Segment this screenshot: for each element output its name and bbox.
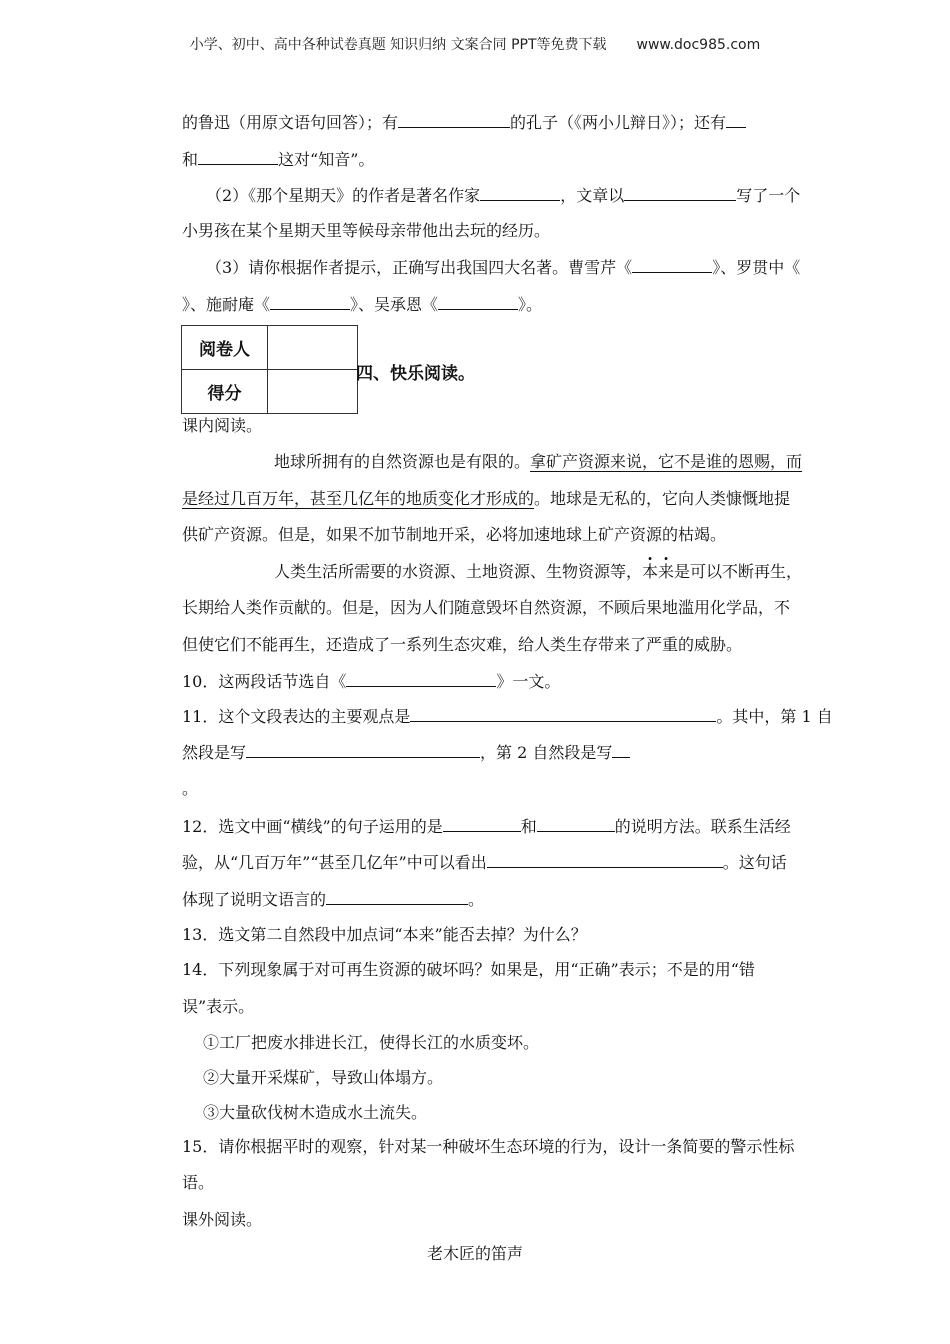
answer-blank[interactable]	[270, 292, 350, 310]
answer-blank[interactable]	[537, 814, 615, 832]
question-15-cont: 语。	[182, 1173, 215, 1192]
score-field[interactable]	[268, 370, 358, 414]
answer-blank[interactable]	[246, 740, 480, 758]
underlined-sentence: 拿矿产资源来说，它不是谁的恩赐，而	[530, 452, 803, 471]
dotted-word-char: 本	[642, 562, 659, 581]
answer-blank[interactable]	[632, 255, 712, 273]
reviewer-field[interactable]	[268, 326, 358, 370]
question-14-cont: 误”表示。	[182, 997, 255, 1016]
answer-blank[interactable]	[326, 887, 468, 905]
story-title: 老木匠的笛声	[426, 1244, 523, 1263]
in-class-label: 课内阅读。	[182, 416, 263, 435]
list-item: ②大量开采煤矿，导致山体塌方。	[203, 1068, 444, 1087]
question-12-end: 体现了说明文语言的 。	[182, 887, 484, 912]
text-line: （3）请你根据作者提示，正确写出我国四大名著。曹雪芹《 》、罗贯中《	[206, 255, 800, 280]
answer-blank[interactable]	[480, 183, 560, 201]
header-url[interactable]: www.doc985.com	[636, 37, 761, 53]
text-line: 》、施耐庵《 》、吴承恩《 》。	[182, 292, 542, 317]
text-line: 的鲁迅（用原文语句回答）；有 的孔子（《两小儿辩日》）；还有	[182, 110, 746, 135]
underlined-sentence: 是经过几百万年，甚至几亿年的地质变化才形成的	[182, 489, 535, 508]
reviewer-label: 阅卷人	[182, 326, 268, 370]
answer-blank[interactable]	[726, 110, 746, 128]
passage-line: 人类生活所需要的水资源、土地资源、生物资源等，本来是可以不断再生，	[274, 562, 803, 581]
text-line: （2）《那个星期天》的作者是著名作家 ，文章以 写了一个	[206, 183, 800, 208]
answer-blank[interactable]	[624, 183, 736, 201]
text-line: 和 这对“知音”。	[182, 147, 374, 172]
answer-blank[interactable]	[438, 292, 518, 310]
passage-line: 是经过几百万年，甚至几亿年的地质变化才形成的。地球是无私的，它向人类慷慨地提	[182, 489, 791, 508]
dotted-word-char: 来	[658, 562, 675, 581]
section-title: 四、快乐阅读。	[356, 364, 475, 384]
passage-line: 地球所拥有的自然资源也是有限的。拿矿产资源来说，它不是谁的恩赐，而	[274, 452, 803, 471]
answer-blank[interactable]	[410, 704, 716, 722]
list-item: ①工厂把废水排进长江，使得长江的水质变坏。	[203, 1033, 540, 1052]
passage-line: 但使它们不能再生，还造成了一系列生态灾难，给人类生存带来了严重的威胁。	[182, 635, 743, 654]
answer-blank[interactable]	[487, 850, 723, 868]
question-11-end: 。	[182, 779, 199, 798]
list-item: ③大量砍伐树木造成水土流失。	[203, 1103, 428, 1122]
answer-blank[interactable]	[346, 669, 496, 687]
question-11-cont: 然段是写 ，第 2 自然段是写	[182, 740, 630, 765]
score-table	[181, 325, 358, 414]
answer-blank[interactable]	[398, 110, 510, 128]
out-class-label: 课外阅读。	[182, 1210, 263, 1229]
score-label: 得分	[182, 370, 268, 414]
question-11: 11．这个文段表达的主要观点是 。其中，第 1 自	[182, 704, 833, 729]
question-10: 10．这两段话节选自《 》一文。	[182, 669, 560, 694]
answer-blank[interactable]	[443, 814, 521, 832]
question-13: 13．选文第二自然段中加点词“本来”能否去掉？为什么？	[182, 925, 587, 944]
question-15: 15．请你根据平时的观察，针对某一种破坏生态环境的行为，设计一条简要的警示性标	[182, 1137, 795, 1156]
passage-line: 长期给人类作贡献的。但是，因为人们随意毁坏自然资源，不顾后果地滥用化学品，不	[182, 598, 791, 617]
page-header	[0, 34, 950, 54]
question-12-cont: 验，从“几百万年”“甚至几亿年”中可以看出 。这句话	[182, 850, 787, 875]
answer-blank[interactable]	[198, 147, 278, 165]
question-12: 12．选文中画“横线”的句子运用的是 和 的说明方法。联系生活经	[182, 814, 791, 839]
header-text: 小学、初中、高中各种试卷真题 知识归纳 文案合同 PPT等免费下载	[189, 37, 607, 53]
text-line: 小男孩在某个星期天里等候母亲带他出去玩的经历。	[182, 221, 551, 240]
answer-blank[interactable]	[612, 740, 630, 758]
question-14: 14．下列现象属于对可再生资源的破坏吗？如果是，用“正确”表示；不是的用“错	[182, 960, 755, 979]
passage-line: 供矿产资源。但是，如果不加节制地开采，必将加速地球上矿产资源的枯竭。	[182, 525, 727, 544]
